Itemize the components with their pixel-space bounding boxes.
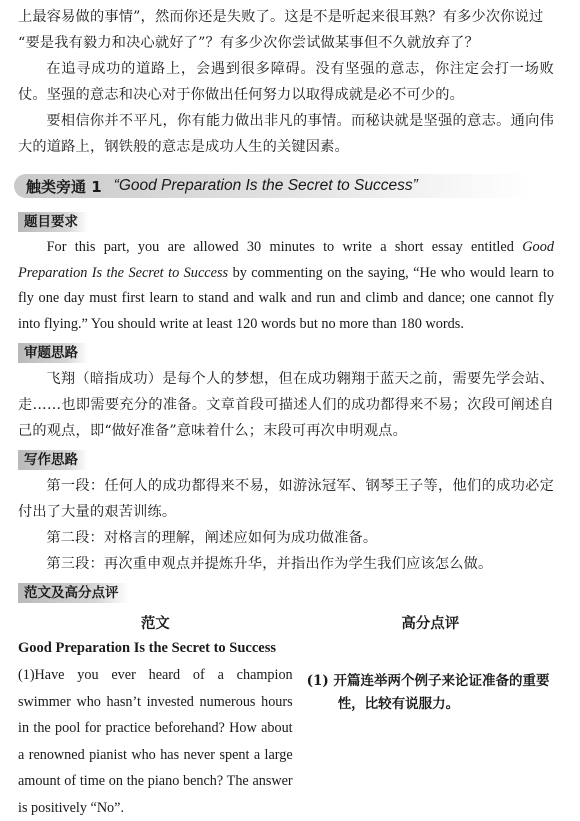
intro-line-1: 上最容易做的事情”，然而你还是失败了。这是不是听起来很耳熟？有多少次你说过 (18, 9, 544, 25)
intro-paragraph-1 (18, 4, 554, 56)
requirement-label: 题目要求 (18, 212, 88, 232)
essay-paragraph-1: (1)Have you ever heard of a champion swimmer who hasn’t invested numerous hours in the pool for practice beforehand? How about a renowned pianist who has never spent a large amount of time on the piano bench? The answer is positively “No”. (18, 667, 293, 816)
sample-section (18, 577, 554, 821)
sample-columns (18, 612, 554, 821)
analysis-text: 飞翔（暗指成功）是每个人的梦想，但在成功翱翔于蓝天之前，需要先学会站、走……也即需要充分的准备。文章首段可描述人们的成功都得来不易；次段可阐述自己的观点，即“做好准备”意味着什么；末段可再次申明观点。 (18, 371, 554, 439)
comment-column-head: 高分点评 (401, 616, 460, 632)
writing-para-2: 第二段：对格言的理解，阐述应如何为成功做准备。 (46, 530, 378, 546)
writing-para-3: 第三段：再次重申观点并提炼升华，并指出作为学生我们应该怎么做。 (46, 556, 493, 572)
requirement-text (18, 235, 554, 337)
intro-paragraph-2: 在追寻成功的道路上，会遇到很多障碍。没有坚强的意志，你注定会打一场败仗。坚强的意志和决心对于你做出任何努力以取得成就是必不可少的。 (18, 61, 554, 103)
intro-paragraph-3: 要相信你并不平凡，你有能力做出非凡的事情。而秘诀就是坚强的意志。通向伟大的道路上，钢铁般的意志是成功人生的关键因素。 (18, 113, 554, 155)
writing-para-1: 第一段：任何人的成功都得来不易，如游泳冠军、钢琴王子等，他们的成功必定付出了大量的艰苦训练。 (18, 478, 554, 520)
section-banner (14, 174, 534, 198)
requirement-section (18, 206, 554, 337)
writing-label: 写作思路 (18, 450, 88, 470)
requirement-text-before: For this part, you are allowed 30 minutes to write a short essay entitled (46, 239, 523, 255)
banner-lead: 触类旁通 1 (26, 177, 102, 196)
banner-title: “Good Preparation Is the Secret to Success” (113, 177, 418, 194)
writing-section (18, 444, 554, 577)
sample-comment-column (293, 612, 554, 821)
intro-line-2: “要是我有毅力和决心就好了”？有多少次你尝试做某事但不久就放弃了？ (18, 35, 479, 51)
comment-1: (1) 开篇连举两个例子来论证准备的重要性，比较有说服力。 (306, 673, 550, 712)
requirement-title: Good Preparation Is the Secret to Success (18, 239, 554, 281)
essay-column-head: 范文 (140, 616, 170, 632)
intro-section (18, 0, 554, 160)
analysis-section (18, 337, 554, 444)
requirement-text-after: by commenting on the saying, “He who would learn to fly one day must first learn to stand and walk and run and climb and dance; one cannot fly into flying.” You should write at least 120 words but no more than 180 words. (18, 264, 555, 332)
sample-label: 范文及高分点评 (18, 583, 129, 603)
analysis-label: 审题思路 (18, 343, 88, 363)
essay-title: Good Preparation Is the Secret to Success (18, 640, 277, 656)
sample-essay-column (18, 612, 293, 821)
